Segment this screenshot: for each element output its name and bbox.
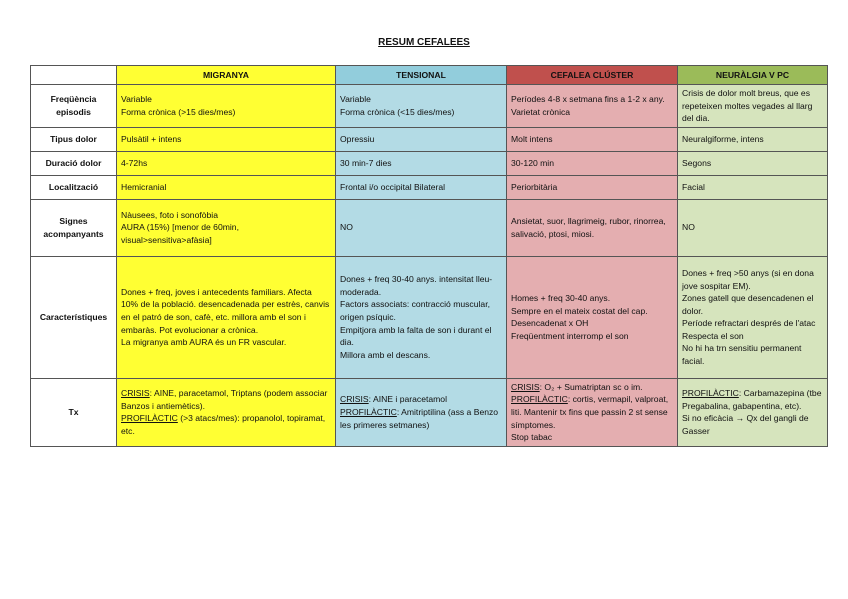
row-header (31, 175, 117, 199)
row-header (31, 127, 117, 151)
cell-cluster (507, 175, 678, 199)
cell-migranya (117, 127, 336, 151)
tx-item: CRISIS: AINE i paracetamol (340, 394, 447, 405)
tx-key: CRISIS (121, 388, 150, 399)
cell-migranya (117, 85, 336, 128)
cell-migranya (117, 175, 336, 199)
column-header-tensional: TENSIONAL (336, 66, 507, 85)
cell-text: Zones gatell que desencadenen el dolor. (682, 293, 814, 316)
cell-text: 30-120 min (511, 157, 554, 168)
row-header (31, 151, 117, 175)
cell-tx-tensional (336, 378, 507, 446)
cell-tensional (336, 127, 507, 151)
cell-text: Variable (121, 94, 152, 105)
table-row (31, 85, 828, 128)
row-header-text: Localització (48, 181, 99, 192)
cell-text: Freqüentment interromp el son (511, 330, 629, 341)
table-row-tx (31, 378, 828, 446)
tx-item: Si no eficàcia → Qx del gangli de Gasser (682, 413, 809, 436)
cell-tx-neuralgia (678, 378, 828, 446)
row-header-text: Característiques (39, 311, 108, 322)
column-header-cluster: CEFALEA CLÚSTER (507, 66, 678, 85)
cell-text: Opressiu (340, 133, 375, 144)
cell-tx-migranya (117, 378, 336, 446)
tx-key: CRISIS (511, 381, 540, 392)
cefalees-table (30, 65, 828, 447)
tx-item: CRISIS: AINE, paracetamol, Triptans (podem associar Banzos i antiemètics). (121, 388, 328, 411)
cell-text: visual>sensitiva>afàsia] (121, 235, 212, 246)
cell-text: Facial (682, 181, 705, 192)
table-row (31, 199, 828, 256)
table-row (31, 127, 828, 151)
cell-text: Neuralgiforme, intens (682, 133, 764, 144)
tx-item: PROFILÀCTIC: cortis, vermapil, valproat, liti. Mantenir tx fins que passin 2 st sense símptomes. (511, 394, 669, 430)
tx-key: PROFILÀCTIC (682, 388, 739, 399)
row-header-text: Tipus dolor (50, 133, 97, 144)
cell-cluster (507, 256, 678, 378)
cell-text: Molt intens (511, 133, 553, 144)
cell-cluster (507, 151, 678, 175)
cell-text: Desencadenat x OH (511, 318, 589, 329)
cell-text: La migranya amb AURA és un FR vascular. (121, 337, 287, 348)
cell-text: Segons (682, 157, 712, 168)
cell-text: Dones + freq 30-40 anys. intensitat lleu-moderada. (340, 274, 493, 297)
cell-cluster (507, 199, 678, 256)
tx-item: Stop tabac (511, 432, 553, 443)
cell-tensional (336, 199, 507, 256)
cell-text: Hemicranial (121, 181, 167, 192)
cell-neuralgia (678, 127, 828, 151)
cell-neuralgia (678, 199, 828, 256)
cell-text: 30 min-7 dies (340, 157, 392, 168)
table-row (31, 151, 828, 175)
cell-text: Nàusees, foto i sonofòbia (121, 209, 218, 220)
cell-migranya (117, 256, 336, 378)
page-title: RESUM CEFALEES (378, 37, 470, 48)
cell-text: Varietat crònica (511, 106, 571, 117)
cell-tensional (336, 151, 507, 175)
row-header (31, 199, 117, 256)
row-header-text: Freqüència (50, 94, 97, 105)
cell-tensional (336, 175, 507, 199)
cell-tensional (336, 256, 507, 378)
cell-text: Millora amb el descans. (340, 349, 431, 360)
cell-text: No hi ha trn sensitiu permanent facial. (682, 343, 802, 367)
tx-key: CRISIS (340, 394, 369, 405)
cell-tensional (336, 85, 507, 128)
cell-text: NO (340, 222, 353, 233)
cell-cluster (507, 127, 678, 151)
corner-cell (31, 66, 117, 85)
cell-text: Dones + freq >50 anys (si en dona jove sospitar EM). (682, 267, 814, 291)
cell-text: Crisis de dolor molt breus, que es repeteixen moltes vegades al llarg del dia. (682, 88, 813, 124)
cell-text: Ansietat, suor, llagrimeig, rubor, rinorrea, salivació, ptosi, miosi. (511, 216, 666, 239)
cell-text: Dones + freq, joves i antecedents familiars. Afecta 10% de la població. desencadenada per estrès, canvis en el patró de son, cafè, etc. millora amb el son i embaràs. Pot evolucionar a crònica. (121, 286, 330, 335)
cell-text: Períodes 4-8 x setmana fins a 1-2 x any. (511, 94, 665, 105)
tx-key: PROFILÀCTIC (121, 413, 178, 424)
cell-text: Forma crònica (<15 dies/mes) (340, 106, 455, 117)
row-header: Tx (31, 378, 117, 446)
cell-neuralgia (678, 85, 828, 128)
cell-migranya (117, 199, 336, 256)
cell-text: Forma crònica (>15 dies/mes) (121, 106, 236, 117)
cell-text: Període refractari després de l'atac (682, 318, 816, 329)
cell-text: Frontal i/o occipital Bilateral (340, 181, 446, 192)
row-header (31, 256, 117, 378)
cell-text: NO (682, 222, 695, 233)
cell-text: Variable (340, 94, 371, 105)
tx-item: PROFILÀCTIC: Amitriptilina (ass a Benzo les primeres setmanes) (340, 406, 499, 430)
row-header (31, 85, 117, 128)
cell-text: Empitjora amb la falta de son i durant el dia. (340, 324, 492, 348)
cell-neuralgia (678, 151, 828, 175)
tx-key: PROFILÀCTIC (511, 394, 568, 405)
cell-text: Sempre en el mateix costat del cap. (511, 305, 648, 316)
cell-text: Periorbitària (511, 181, 558, 192)
tx-item: CRISIS: O₂ + Sumatriptan sc o im. (511, 381, 643, 392)
cell-text: 4-72hs (121, 157, 148, 168)
table-row (31, 256, 828, 378)
tx-key: PROFILÀCTIC (340, 406, 397, 417)
column-header-neuralgia: NEURÀLGIA V PC (678, 66, 828, 85)
row-header-text: episodis (56, 106, 91, 117)
cell-cluster (507, 85, 678, 128)
cell-neuralgia (678, 256, 828, 378)
cell-text: Pulsàtil + intens (121, 133, 182, 144)
column-header-migranya: MIGRANYA (117, 66, 336, 85)
cell-text: Homes + freq 30-40 anys. (511, 293, 611, 304)
cell-migranya (117, 151, 336, 175)
table-row (31, 175, 828, 199)
row-header-text: Duració dolor (45, 157, 102, 168)
tx-item: PROFILÀCTIC: Carbamazepina (tbe Pregabalina, gabapentina, etc). (682, 388, 822, 411)
row-header-text: Signes (59, 216, 88, 227)
cell-text: Respecta el son (682, 330, 744, 341)
header-row (31, 66, 828, 85)
cell-tx-cluster (507, 378, 678, 446)
cell-text: AURA (15%) [menor de 60min, (121, 222, 239, 233)
row-header-text: acompanyants (43, 228, 104, 239)
tx-item: PROFILÀCTIC (>3 atacs/mes): propanolol, topiramat, etc. (121, 413, 326, 436)
cell-neuralgia (678, 175, 828, 199)
cell-text: Factors associats: contracció muscular, origen psíquic. (340, 299, 490, 322)
